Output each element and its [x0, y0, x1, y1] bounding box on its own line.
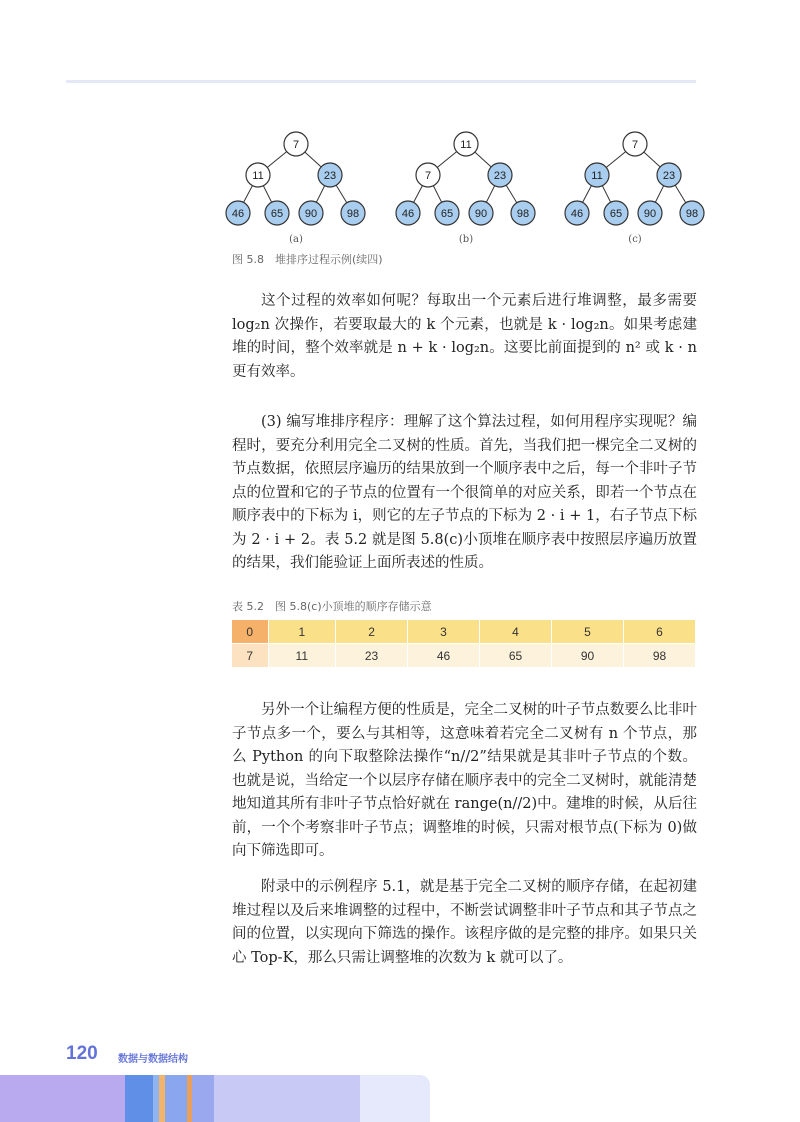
- index-cell: 3: [408, 620, 480, 644]
- tree-node-label: 11: [460, 139, 472, 151]
- value-cell: 65: [480, 644, 552, 668]
- tree-node-label: 7: [292, 139, 300, 151]
- value-cell: 23: [336, 644, 408, 668]
- tree-node-label: 98: [516, 208, 530, 220]
- tree-node-label: 46: [231, 208, 245, 220]
- index-cell: 0: [232, 620, 268, 644]
- index-cell: 4: [480, 620, 552, 644]
- book-title: 数据与数据结构: [118, 1054, 188, 1065]
- footer-band: [360, 1075, 430, 1122]
- tree-node-label: 98: [685, 208, 699, 220]
- tree-node-label: 46: [401, 208, 415, 220]
- index-cell: 6: [623, 620, 695, 644]
- tree-sublabel: (b): [458, 234, 474, 245]
- value-cell: 90: [552, 644, 624, 668]
- tree-node-label: 65: [609, 208, 623, 220]
- tree-sublabel: (a): [289, 234, 303, 245]
- heap-figure: [220, 128, 710, 253]
- paragraph-efficiency: 这个过程的效率如何呢？每取出一个元素后进行堆调整，最多需要 log₂n 次操作，若要取最大的 k 个元素，也就是 k · log₂n。如果考虑建堆的时间，整个效率就是 n + k · log₂n。这要比前面提到的 n² 或 k · n 更有效率。: [232, 293, 697, 380]
- tree-node-label: 65: [440, 208, 454, 220]
- index-cell: 1: [268, 620, 336, 644]
- tree-node-label: 46: [570, 208, 584, 220]
- value-row: [232, 644, 696, 668]
- footer-band: [192, 1075, 214, 1122]
- figure-caption: 图 5.8 堆排序过程示例(续四): [232, 253, 383, 266]
- tree-node-label: 23: [662, 170, 676, 182]
- table-caption: 表 5.2 图 5.8(c)小顶堆的顺序存储示意: [232, 600, 432, 613]
- footer-band: [214, 1075, 360, 1122]
- heap-trees-diagram: [220, 128, 710, 253]
- tree-node-label: 90: [643, 208, 657, 220]
- value-cell: 11: [268, 644, 336, 668]
- index-row: [232, 620, 696, 644]
- paragraph-leaf-property: 另外一个让编程方便的性质是，完全二叉树的叶子节点数要么比非叶子节点多一个，要么与其相等，这意味着若完全二叉树有 n 个节点，那么 Python 的向下取整除法操作“n//2”结果就是其非叶子节点的个数。也就是说，当给定一个以层序存储在顺序表中的完全二叉树时，就能清楚地知道其所有非叶子节点恰好就在 range(n//2)中。建堆的时候，从后往前，一个个考察非叶子节点；调整堆的时候，只需对根节点(下标为 0)做向下筛选即可。: [232, 702, 697, 859]
- tree-node-label: 7: [424, 170, 432, 182]
- tree-node-label: 11: [252, 170, 264, 182]
- tree-node-label: 7: [631, 139, 639, 151]
- tree-node-label: 90: [474, 208, 488, 220]
- tree-node-label: 23: [323, 170, 337, 182]
- top-rule: [66, 80, 696, 83]
- tree-node-label: 65: [270, 208, 284, 220]
- index-cell: 2: [336, 620, 408, 644]
- tree-node-label: 98: [346, 208, 360, 220]
- footer-band: [0, 1075, 125, 1122]
- tree-node-label: 90: [304, 208, 318, 220]
- value-cell: 7: [232, 644, 268, 668]
- tree-sublabel: (c): [628, 234, 642, 245]
- paragraph-appendix: 附录中的示例程序 5.1，就是基于完全二叉树的顺序存储，在起初建堆过程以及后来堆调整的过程中，不断尝试调整非叶子节点和其子节点之间的位置，以实现向下筛选的操作。该程序做的是完整的排序。如果只关心 Top-K，那么只需让调整堆的次数为 k 就可以了。: [232, 879, 697, 966]
- value-cell: 46: [408, 644, 480, 668]
- paragraph-write-program: (3) 编写堆排序程序：理解了这个算法过程，如何用程序实现呢？编程时，要充分利用完全二叉树的性质。首先，当我们把一棵完全二叉树的节点数据，依照层序遍历的结果放到一个顺序表中之后，每一个非叶子节点的位置和它的子节点的位置有一个很简单的对应关系，即若一个节点在顺序表中的下标为 i，则它的左子节点的下标为 2 · i + 1，右子节点下标为 2 · i + 2。表 5.2 就是图 5.8(c)小顶堆在顺序表中按照层序遍历放置的结果，我们能验证上面所表述的性质。: [232, 414, 697, 571]
- value-cell: 98: [623, 644, 695, 668]
- page-number: 120: [66, 1043, 98, 1064]
- tree-node-label: 11: [591, 170, 603, 182]
- footer-band: [125, 1075, 153, 1122]
- heap-array-table: [232, 620, 696, 667]
- tree-node-label: 23: [493, 170, 507, 182]
- index-cell: 5: [552, 620, 624, 644]
- footer-band: [165, 1075, 187, 1122]
